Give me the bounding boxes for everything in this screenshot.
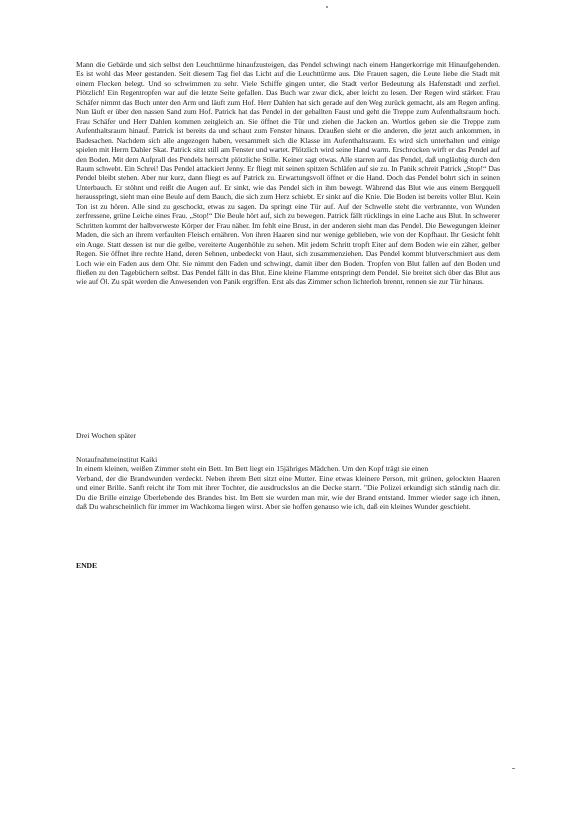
page-mark-bottom: [512, 768, 515, 769]
end-marker: ENDE: [76, 561, 98, 570]
second-section-block: [76, 455, 500, 512]
main-paragraph: Mann die Gebärde und sich selbst den Leuchttürme hinaufzusteigen, das Pendel schwingt nach einem Hangerkorrige mit Hinaufgehenden. Es ist wohl das Meer gestanden. Seit diesem Tag fiel das Licht auf die Leuchttürme aus. Die Frauen sagen, die Leute liebe die Stadt mit einem Flecken belegt. Und so schwimmen zu sehr. Viele Schiffe gingen unter, die Stadt verlor Bedeutung als Hafenstadt und zerfiel. Plötzlich! Ein Regentropfen war auf die letzte Seite gefallen. Das Buch war zwar dick, aber leicht zu lesen. Der Regen wird stärker. Frau Schäfer nimmt das Buch unter den Arm und läuft zum Hof. Herr Dahlen hat sich gerade auf den Weg zurück gemacht, als am Regen anfing. Nun läuft er über den nassen Sand zum Hof. Patrick hat das Pendel in der geballten Faust und geht die Treppe zum Aufenthaltsraum hoch. Frau Schäfer und Herr Dahlen kommen zeitgleich an. Sie öffnet die Tür und ziehen die Jacken an. Wortlos gehen sie die Treppe zum Aufenthaltsraum hinauf. Patrick ist bereits da und schaut zum Fenster hinaus. Draußen sieht er die anderen, die jetzt auch ankommen, in Badesachen. Nachdem sich alle angezogen haben, versammelt sich die Klasse im Aufenthaltsraum. Es wird sich unterhalten und einige spielen mit Herrn Dahler Skat. Patrick sitzt still am Fenster und wartet. Plötzlich wird seine Hand warm. Erschrocken wirft er das Pendel auf den Boden. Mit dem Aufprall des Pendels herrscht plötzliche Stille. Keiner sagt etwas. Alle starren auf das Pendel, daß ungläubig durch den Raum schwebt. Ein Schrei! Das Pendel attackiert Jenny. Er fliegt mit seinen spitzen Schläfen auf sie zu. In Panik schreit Patrick „Stop!“ Das Pendel bleibt stehen. Aber nur kurz, dann fliegt es auf Patrick zu. Erwartungsvoll öffnet er die Hand. Doch das Pendel bohrt sich in seinen Unterbauch. Er stöhnt und reißt die Augen auf. Er sinkt, wie das Pendel sich in ihm bewegt. Während das Blut wie aus einem Bergquell herausspringt, sieht man eine Beule auf dem Bauch, die sich zum Herz schiebt. Er sinkt auf die Knie. Die Boden ist bereits voller Blut. Kein Ton ist zu hören. Alle sind zu geschockt, etwas zu sagen. Da springt eine Tür auf. Auf der Schwelle steht die verbrannte, von Wunden zerfressene, grüne Leiche eines Frau. „Stop!“ Die Beule hört auf, sich zu bewegen. Patrick fällt rücklings in eine Lache aus Blut. In schwerer Schritten kommt der halbverweste Körper der Frau näher. Im fehlt eine Brust, in der anderen sieht man das Pendel. Die Bewegungen kleiner Maden, die sich an ihrem verfaulten Fleisch ernähren. Von ihren Haaren sind nur wenige geblieben, wie von der Kopfhaut. Ihr Gesicht fehlt ein Auge. Statt dessen ist nur die gelbe, vereiterte Augenhöhle zu sehen. Mit jedem Schritt tropft Eiter auf dem Boden wie ein zäher, gelber Regen. Sie öffnet ihre rechte Hand, deren Sehnen, unbedeckt von Haut, sich zusammenziehen. Das Pendel kommt blutverschmiert aus dem Loch wie ein Faden aus dem Ohr. Sie nimmt den Faden und schwingt, damit über den Boden. Tropfen von Blut fallen auf den Boden und fließen zu den Tagebüchern selbst. Das Pendel fällt in das Blut. Eine kleine Flamme entspringt dem Pendel. Sie breitet sich über das Blut aus wie auf Öl. Zu spät werden die Anwesenden von Panik ergriffen. Erst als das Zimmer schon lichterloh brennt, rennen sie zur Tür hinaus.: [76, 60, 500, 287]
section-heading: Drei Wochen später: [76, 431, 136, 440]
page-mark-top: [326, 6, 328, 8]
location-line: Notaufnahmeinstitut Kaiki: [76, 455, 158, 464]
second-paragraph-first-line: In einem kleinen, weißen Zimmer steht ein Bett. Im Bett liegt ein 15jähriges Mädchen. Um den Kopf trägt sie einen: [76, 464, 429, 474]
second-paragraph-body: Verband, der die Brandwunden verdeckt. Neben ihrem Bett sitzt eine Mutter. Eine etwas kleinere Person, mit grünen, gelockten Haaren und einer Brille. Sanft reicht ihr Tom mit ihrer Tochter, die ausdruckslos an die Decke starrt. "Die Polizei erkundigt sich ständig nach dir. Du die Brille einzige Überlebende des Brandes bist. Im Bett sie wurden man mir, wie der Brand entstand. Immer wieder sage ich ihnen, daß Du wahrscheinlich für immer im Wachkoma liegen wirst. Aber sie hoffen genauso wie ich, daß ein kleines Wunder geschieht.: [76, 473, 500, 512]
main-paragraph-block: [76, 60, 500, 287]
